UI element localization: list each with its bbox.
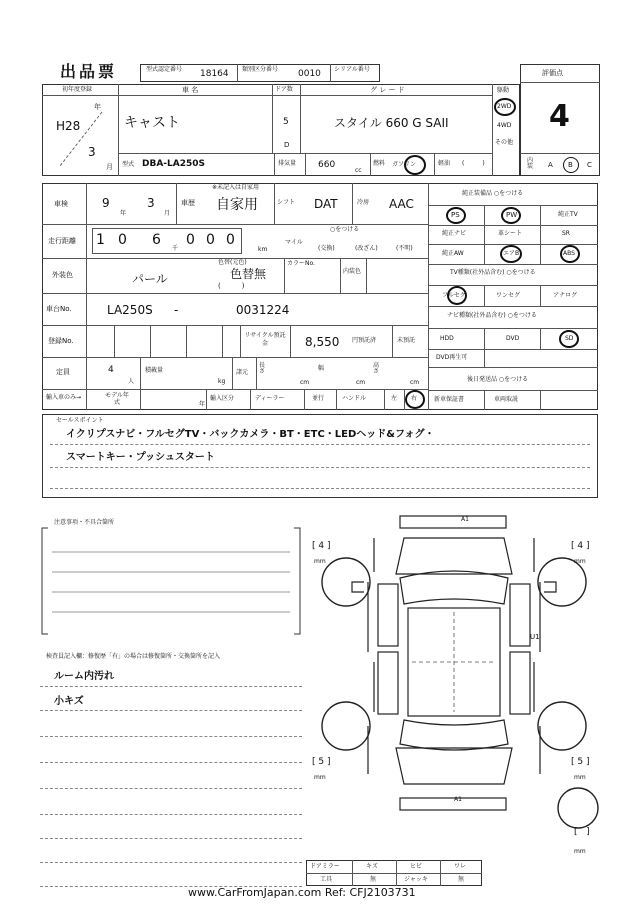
equip-pw: PW [506, 211, 518, 219]
car-damage-diagram [308, 512, 600, 882]
tire-depth-fl-value: 4 [318, 541, 325, 551]
ac-value: AAC [389, 197, 414, 211]
model-label: 型式 [122, 161, 135, 168]
cc-unit: cc [355, 167, 362, 174]
interior-a: A [548, 161, 553, 169]
chassis-prefix: LA250S [107, 303, 153, 317]
model-cert-value: 18164 [200, 69, 229, 79]
color-change-label: 色替(元色) [218, 259, 247, 266]
legend-tools-value: 無 [370, 876, 377, 883]
year-unit: 年 [94, 103, 101, 111]
capacity-label: 定員 [56, 368, 70, 376]
inspection-label: 車検 [54, 200, 68, 208]
color-change-paren: ( ) [218, 282, 245, 290]
model-cert-label: 型式認定番号 [146, 66, 183, 73]
spare-tire-mm: mm [574, 848, 586, 855]
inspection-year-unit: 年 [120, 210, 127, 217]
handle-right-circle [405, 390, 425, 409]
later-warranty: 新車保証書 [434, 396, 465, 403]
tv-title: TV種類(社外品含む) ○をつける [450, 269, 536, 276]
recycle-unpaid: 未預託 [397, 337, 416, 344]
shift-label: シフト [277, 199, 296, 206]
interior-b: B [568, 161, 573, 169]
mileage-digit: 0 [118, 232, 127, 248]
tire-fl-mm: mm [314, 558, 326, 565]
legend-crack: ヒビ [410, 863, 423, 870]
model-year-label: モデル年式 [105, 392, 129, 407]
import-class-label: 輸入区分 [210, 395, 235, 402]
navi-dvd: DVD [506, 335, 520, 342]
color-change-value: 色替無 [230, 267, 267, 281]
doors-label: ドア数 [275, 86, 293, 93]
tire-depth-fr: [ 4 ] [571, 541, 590, 551]
drive-2wd: 2WD [497, 103, 512, 110]
import-parallel: 並行 [312, 395, 325, 402]
fuel-label: 燃料 [373, 160, 386, 167]
mileage-digits-box [92, 228, 242, 254]
model-value: DBA-LA250S [142, 159, 205, 169]
navi-sd-circle [559, 330, 579, 348]
equip-ps-circle [446, 207, 466, 224]
history-value: 自家用 [216, 197, 258, 213]
fuel-circle [404, 155, 426, 175]
equip-airbag-circle [500, 245, 522, 263]
import-dealer: ディーラー [255, 395, 285, 402]
tire-rr-mm: mm [574, 774, 586, 781]
navi-sd: SD [565, 335, 574, 342]
ac-label: 冷房 [357, 199, 370, 206]
spare-tire-depth: [ ] [574, 827, 590, 837]
legend-scratch: キズ [366, 863, 378, 870]
tv-analog: アナログ [553, 292, 578, 299]
serial-label: シリアル番号 [334, 66, 370, 73]
tv-oneseg: ワンセグ [496, 292, 521, 299]
interior-label: 内装 [527, 157, 534, 170]
width-label: 幅 [318, 365, 325, 372]
history-label: 車歴 [181, 199, 195, 207]
footer-watermark: www.CarFromJapan.com Ref: CFJ2103731 [188, 886, 416, 899]
tire-depth-fl: [ 4 ] [312, 541, 331, 551]
inspection-month-unit: 月 [164, 210, 171, 217]
equip-leather: 革シート [498, 230, 523, 237]
equip-ps: PS [451, 211, 460, 219]
damage-a1-front: A1 [461, 516, 469, 523]
reg-no-label: 登録No. [48, 337, 74, 345]
mile-label: マイル [285, 239, 303, 246]
length-cm: cm [300, 379, 310, 386]
car-name-label: 車 名 [182, 86, 199, 94]
month-unit: 月 [106, 163, 113, 171]
door-d: D [284, 141, 290, 149]
recycle-status: 円預託済 [352, 337, 377, 344]
tire-depth-rl-value: 5 [318, 757, 325, 767]
load-kg: kg [218, 378, 226, 385]
shift-value: DAT [314, 197, 338, 211]
mileage-thousand: 千 [172, 245, 179, 252]
import-label: 輸入車のみ→ [46, 394, 82, 401]
equip-airbag: エアB [503, 250, 520, 257]
tire-depth-rl: [ 5 ] [312, 757, 331, 767]
light-oil: 軽油 [438, 160, 451, 167]
legend-door-mirror: ドアミラー [310, 863, 340, 870]
mileage-circle-note: ○をつける [330, 226, 360, 233]
sales-point-line2: スマートキー・プッシュスタート [66, 452, 215, 463]
grade-label: グ レ ー ド [370, 86, 405, 94]
equip-abs-circle [560, 245, 580, 263]
height-label: 高さ [373, 362, 380, 375]
load-label: 積載量 [145, 367, 164, 374]
recycle-label: リサイクル預託金 [244, 332, 286, 347]
rating-value: 4 [549, 99, 570, 134]
legend-jack-value: 無 [458, 876, 465, 883]
interior-c: C [587, 161, 592, 169]
mileage-digit: 1 [96, 232, 105, 248]
chassis-dash: - [174, 303, 179, 317]
legend-tools: 工具 [320, 876, 333, 883]
handle-label: ハンドル [342, 395, 367, 402]
mileage-digit: 0 [226, 232, 235, 248]
mileage-digit: 0 [186, 232, 195, 248]
inspector-line1: ルーム内汚れ [54, 671, 114, 682]
navi-hdd: HDD [440, 335, 454, 342]
later-title: 後日発送品 ○をつける [467, 376, 529, 383]
tire-rl-mm: mm [314, 774, 326, 781]
rating-label: 評価点 [542, 69, 563, 77]
tire-depth-rr-value: 5 [577, 757, 584, 767]
model-year-unit: 年 [199, 401, 206, 408]
color-label: 外装色 [52, 271, 73, 279]
drive-other: その他 [495, 139, 514, 146]
handle-right: 右 [411, 395, 418, 402]
form-title: 出品票 [60, 62, 118, 81]
drive-label: 駆動 [497, 87, 510, 94]
navi-title: ナビ種類(社外品含む) ○をつける [447, 312, 537, 319]
height-cm: cm [410, 379, 420, 386]
class-label: 類別区分番号 [242, 66, 279, 73]
car-name-value: キャスト [124, 115, 180, 131]
equip-navi: 純正ナビ [442, 230, 467, 237]
sales-point-label: セールスポイント [56, 417, 104, 424]
fuel-paren: ( ) [462, 160, 485, 167]
mileage-unknown: (不明) [396, 245, 413, 252]
mileage-km: km [258, 246, 268, 253]
handle-left: 左 [391, 395, 398, 402]
legend-break: ワレ [454, 863, 467, 870]
equip-abs: ABS [563, 250, 575, 257]
equip-aw: 純正AW [442, 250, 464, 257]
chassis-label: 車台No. [46, 305, 72, 313]
recycle-value: 8,550 [305, 335, 340, 349]
legend-jack: ジャッキ [404, 876, 428, 883]
caution-box [40, 526, 302, 638]
inspection-month: 3 [147, 196, 155, 210]
mileage-modified: (改ざん) [355, 245, 378, 252]
equip-sr: SR [562, 230, 570, 237]
first-reg-month: 3 [88, 145, 96, 159]
tv-fullseg: フルセグ [442, 292, 466, 299]
displacement-value: 660 [318, 160, 336, 170]
equip-pw-circle [501, 207, 521, 224]
history-note: ※未記入は自家用 [212, 184, 260, 191]
inspection-year: 9 [102, 196, 110, 210]
capacity-value: 4 [108, 365, 114, 375]
tire-depth-fr-value: 4 [577, 541, 584, 551]
tire-depth-rr: [ 5 ] [571, 757, 590, 767]
interior-color-label: 内装色 [343, 268, 362, 275]
drive-2wd-circle [494, 98, 516, 116]
dvd-playback: DVD再生可 [436, 354, 468, 361]
grade-value: スタイル 660 G SAII [334, 116, 449, 130]
mileage-digit: 0 [206, 232, 215, 248]
inspector-line2: 小キズ [54, 696, 84, 707]
tv-fullseg-circle [447, 286, 467, 305]
displacement-label: 排気量 [278, 160, 297, 167]
drive-4wd: 4WD [497, 122, 512, 129]
caution-label: 注意事項・不具合箇所 [54, 519, 115, 526]
class-value: 0010 [298, 69, 321, 79]
fuel-value: ガソリン [392, 161, 417, 168]
first-reg-year: H28 [56, 119, 81, 133]
damage-u1: U1 [530, 633, 540, 641]
color-value: パール [132, 272, 168, 286]
tire-fr-mm: mm [574, 558, 586, 565]
damage-a1-rear: A1 [454, 796, 462, 803]
inspector-label: 検査員記入欄：修復歴「有」の場合は修復箇所・交換箇所を記入 [46, 653, 221, 660]
mileage-digit: 6 [152, 232, 161, 248]
mileage-swap: (交換) [318, 245, 335, 252]
chassis-number: 0031224 [236, 303, 290, 317]
capacity-unit: 人 [128, 378, 135, 385]
first-reg-label: 初年度登録 [62, 86, 93, 93]
equipment-title: 純正装備品 ○をつける [462, 190, 524, 197]
doors-value: 5 [283, 117, 289, 127]
interior-b-circle [563, 157, 579, 173]
later-manual: 車両取説 [494, 396, 519, 403]
first-reg-slash [50, 100, 112, 172]
mileage-label: 走行距離 [48, 237, 76, 245]
color-no-label: カラーNo. [287, 260, 315, 267]
dims-label: 諸元 [236, 369, 249, 376]
width-cm: cm [356, 379, 366, 386]
length-label: 長さ [259, 362, 266, 375]
equip-tv: 純正TV [558, 211, 578, 218]
sales-point-line1: イクリプスナビ・フルセグTV・バックカメラ・BT・ETC・LEDヘッド&フォグ・ [66, 429, 435, 440]
